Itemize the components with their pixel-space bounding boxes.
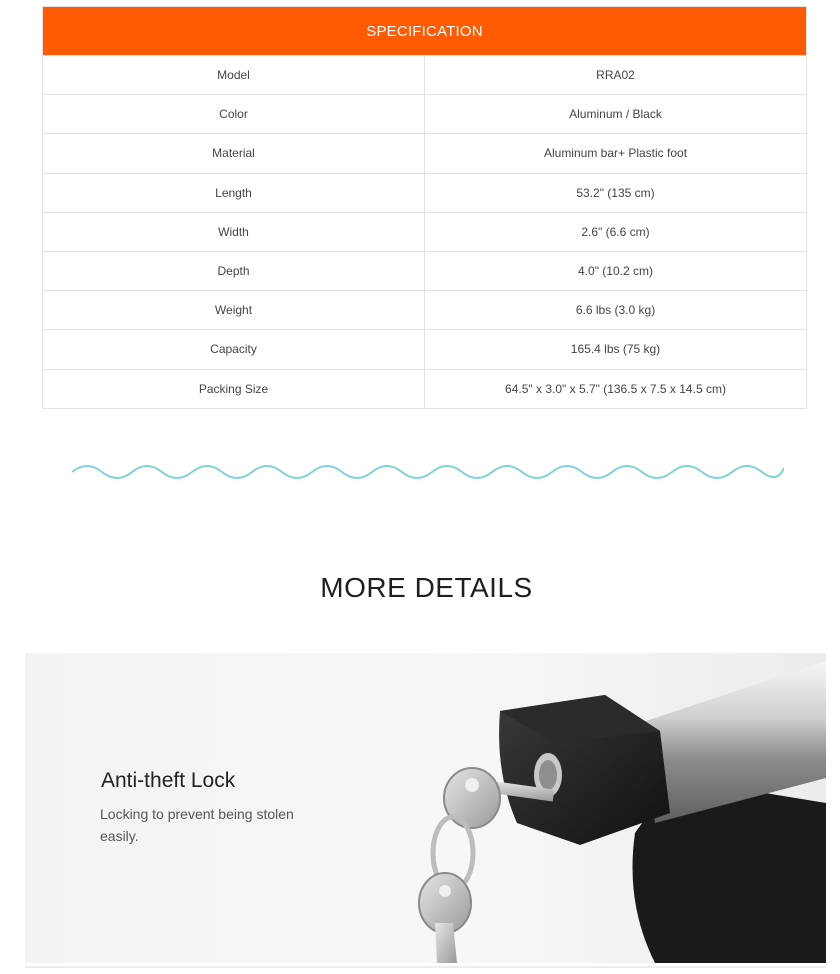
table-row <box>43 94 806 133</box>
feature-title: Anti-theft Lock <box>101 769 236 792</box>
spec-label: Packing Size <box>43 370 425 408</box>
table-row <box>43 55 806 94</box>
spec-label: Width <box>43 213 425 251</box>
table-row <box>43 173 806 212</box>
spec-value: RRA02 <box>596 68 635 83</box>
spec-value: Aluminum bar+ Plastic foot <box>543 146 688 161</box>
specification-header <box>43 7 806 55</box>
spec-value: 64.5" x 3.0" x 5.7" (136.5 x 7.5 x 14.5 cm) <box>505 381 726 396</box>
spec-value: 4.0" (10.2 cm) <box>578 264 653 279</box>
feature-description: Locking to prevent being stolen easily. <box>100 806 294 844</box>
spec-value: 165.4 lbs (75 kg) <box>570 342 661 357</box>
spec-label: Capacity <box>43 330 425 368</box>
spec-value: 53.2" (135 cm) <box>576 185 655 200</box>
spec-label: Weight <box>43 291 425 329</box>
spec-label: Color <box>43 95 425 133</box>
wave-divider <box>72 458 784 482</box>
spec-label: Depth <box>43 252 425 290</box>
product-image <box>405 653 826 963</box>
table-row <box>43 329 806 368</box>
table-row <box>43 369 806 408</box>
feature-panel <box>25 653 826 963</box>
specification-title: SPECIFICATION <box>366 22 483 40</box>
spec-label: Length <box>43 174 425 212</box>
spec-value: Aluminum / Black <box>569 107 662 122</box>
spec-value: 6.6 lbs (3.0 kg) <box>575 303 656 318</box>
table-row <box>43 212 806 251</box>
section-title: MORE DETAILS <box>320 572 533 603</box>
table-row <box>43 290 806 329</box>
table-row <box>43 251 806 290</box>
bottom-divider <box>25 966 826 968</box>
spec-label: Model <box>43 56 425 94</box>
spec-label: Material <box>43 134 425 172</box>
spec-value: 2.6" (6.6 cm) <box>581 224 650 239</box>
table-row <box>43 133 806 172</box>
specification-table <box>42 6 807 409</box>
